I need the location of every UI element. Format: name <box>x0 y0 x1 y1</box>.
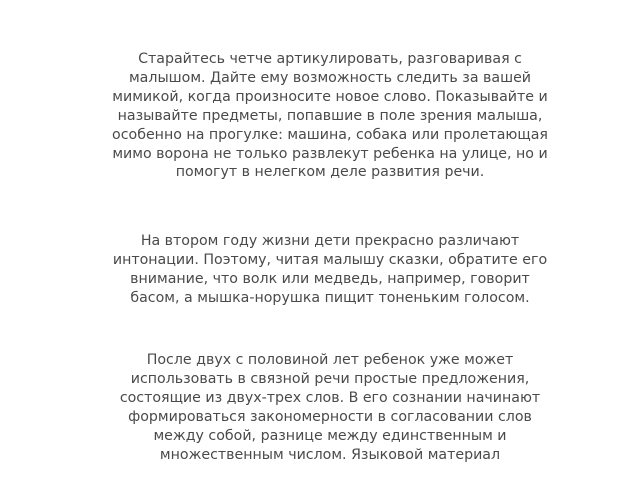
paragraph-intonation: На втором году жизни дети прекрасно различают интонации. Поэтому, читая малышу сказки, обратите его внимание, что волк или медведь, например, говорит басом, а мышка-норушка пищит тоненьким голосом. <box>112 233 548 306</box>
paragraph-articulation: Старайтесь четче артикулировать, разговаривая с малышом. Дайте ему возможность следить за вашей мимикой, когда произносите новое слово. Показывайте и называйте предметы, попавшие в поле зрения малыша, особенно на прогулке: машина, собака или пролетающая мимо ворона не только развлекут ребенка на улице, но и помогут в нелегком деле развития речи. <box>112 51 548 181</box>
paragraph-sentences: После двух с половиной лет ребенок уже может использовать в связной речи простые предложения, состоящие из двух-трех слов. В его сознании начинают формироваться закономерности в согласовании слов между собой, разнице между единственным и множественным числом. Языковой материал <box>119 352 541 463</box>
